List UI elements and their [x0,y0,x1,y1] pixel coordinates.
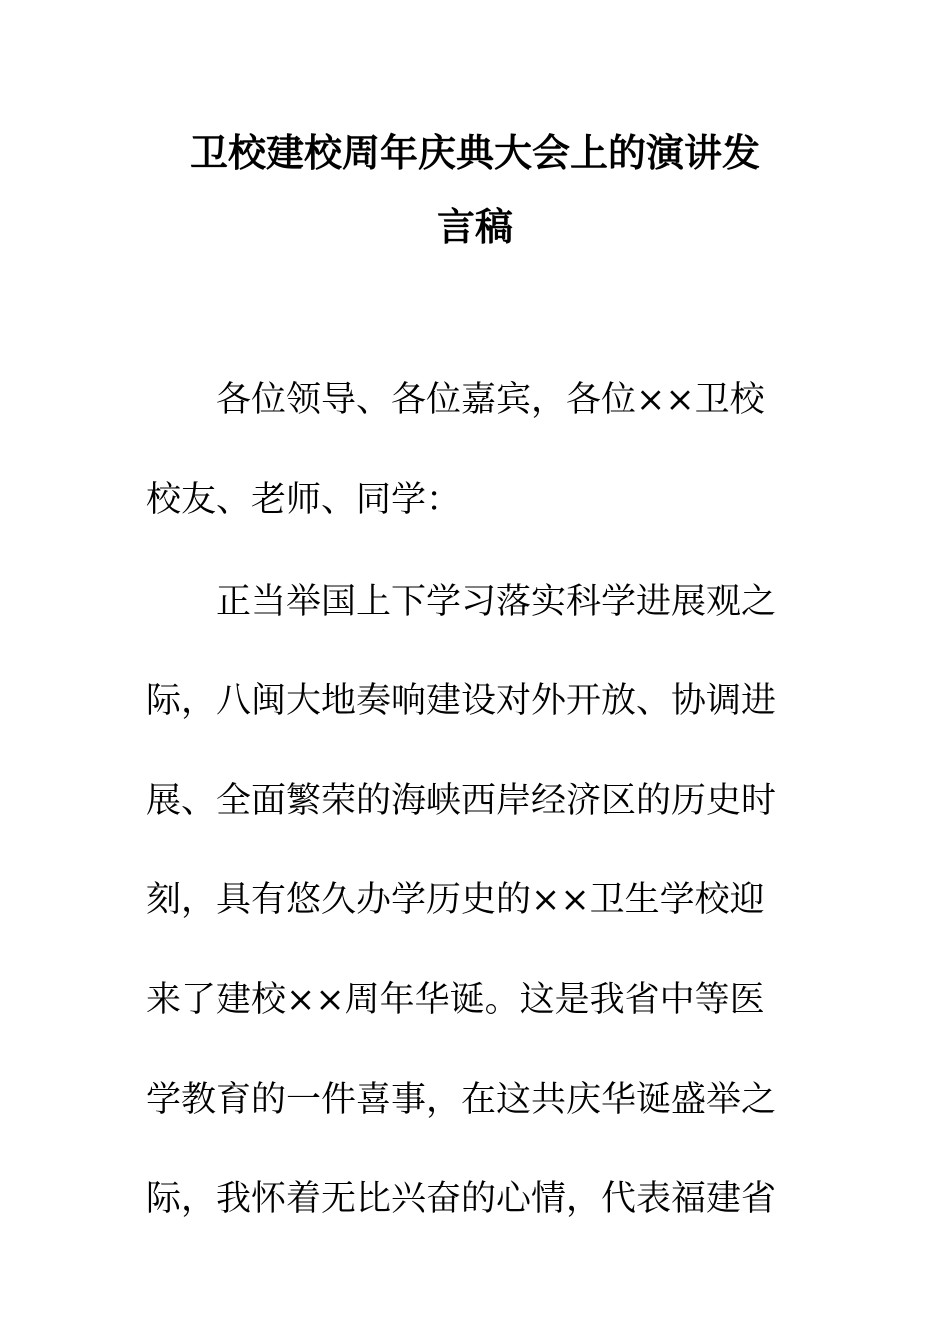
body-line-1: 各位领导、各位嘉宾，各位××卫校 [216,380,765,420]
document-title-line-1: 卫校建校周年庆典大会上的演讲发 [189,131,760,175]
body-line-4: 际，八闽大地奏响建设对外开放、协调进 [146,681,777,721]
body-line-9: 际，我怀着无比兴奋的心情，代表福建省 [146,1179,777,1219]
document-title-line-2: 言稿 [436,205,513,249]
body-line-8: 学教育的一件喜事，在这共庆华诞盛举之 [146,1080,777,1120]
body-line-6: 刻，具有悠久办学历史的××卫生学校迎 [146,880,765,920]
body-line-5: 展、全面繁荣的海峡西岸经济区的历史时 [146,781,777,821]
body-line-3: 正当举国上下学习落实科学进展观之 [216,582,777,622]
body-line-7: 来了建校××周年华诞。这是我省中等医 [146,980,765,1020]
body-line-2: 校友、老师、同学： [146,480,462,520]
